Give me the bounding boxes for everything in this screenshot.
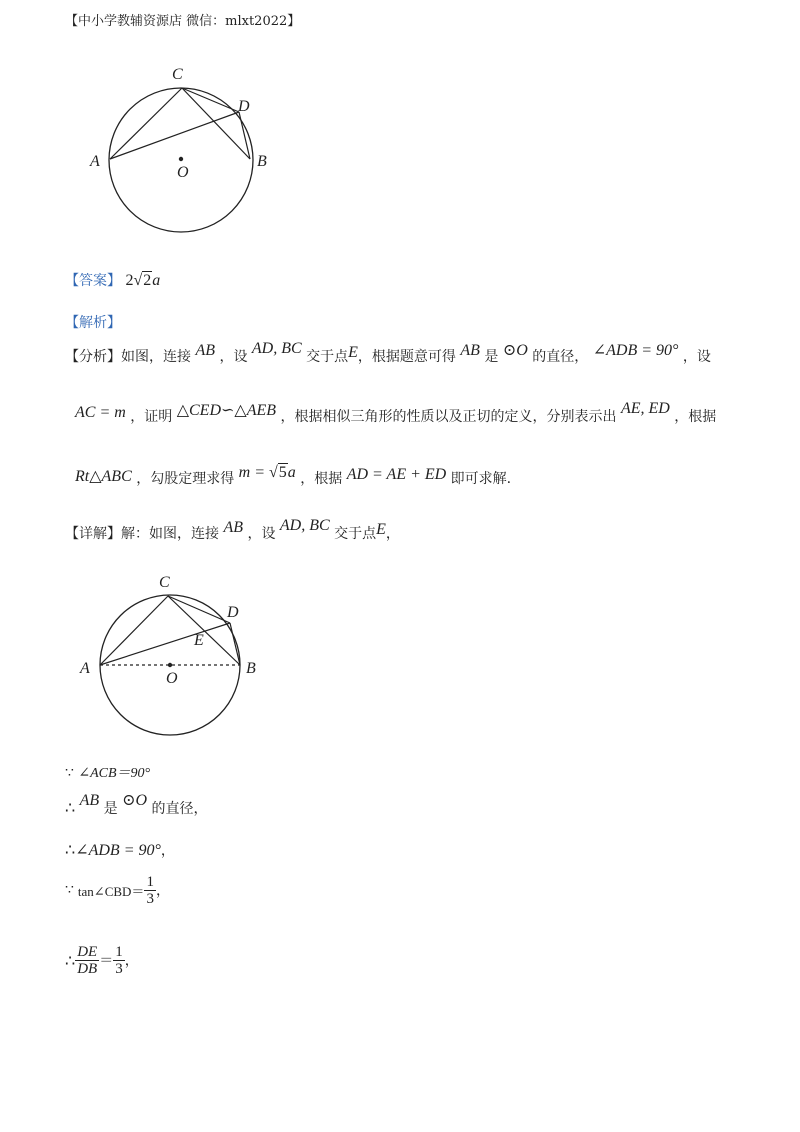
label-d: D [227, 604, 239, 621]
segment-cd [182, 88, 239, 112]
detail-line: 【详解】解：如图，连接 AB ，设 AD, BC 交于点E， [65, 517, 400, 542]
label-c: C [159, 574, 170, 591]
answer-line [65, 270, 160, 290]
answer-coef: 2 [125, 272, 134, 289]
label-a: A [90, 153, 100, 170]
label-e: E [194, 632, 204, 649]
step-1: ∵ ∠ACB＝90° [65, 765, 151, 781]
page-header: 【中小学教辅资源店 微信：mlxt2022】 [65, 14, 301, 29]
geometry-figure-1 [80, 60, 280, 250]
chord-ab-line [110, 88, 182, 159]
answer-tag: 【答案】 [65, 273, 121, 289]
center-point-2 [168, 663, 172, 667]
step-2: ∴ AB 是 ⊙O 的直径， [65, 792, 208, 817]
label-o: O [177, 164, 189, 181]
label-c: C [172, 66, 183, 83]
fraction-one-third: $\frac{1}{3}$ [146, 873, 154, 907]
label-d: D [238, 98, 250, 115]
step-4: ∵ tan∠CBD＝ $\frac{1}{3}$ ， [65, 873, 170, 907]
label-a: A [80, 660, 90, 677]
analysis-tag: 【解析】 [65, 315, 121, 331]
segment-ad [110, 112, 239, 159]
geometry-figure-2 [70, 565, 280, 745]
analysis-line-3: Rt△ABC ，勾股定理求得 m = √5a ，根据 AD = AE + ED 即可求解. [75, 464, 512, 487]
label-o: O [166, 670, 178, 687]
fraction-de-db: $\frac{DE}{DB}$ [77, 943, 98, 977]
segment-ad [100, 623, 230, 665]
segment-cd [168, 596, 230, 623]
label-b: B [246, 660, 256, 677]
step-5: ∴ $\frac{DE}{DB}$ ＝ $\frac{1}{3}$ ， [65, 943, 139, 977]
segment-db [230, 623, 240, 665]
answer-sqrt: √2 [133, 272, 152, 289]
step-3: ∴∠ADB = 90°， [65, 840, 175, 859]
center-point [179, 157, 183, 161]
analysis-line-2: AC = m ，证明 △CED∽△AEB ，根据相似三角形的性质以及正切的定义，分别表示出 AE, ED ，根据 [75, 400, 717, 425]
segment-ac [100, 596, 168, 665]
fraction-one-third-2: $\frac{1}{3}$ [115, 943, 123, 977]
answer-var: a [152, 272, 161, 289]
analysis-line-1: 【分析】如图，连接 AB ，设 AD, BC 交于点E，根据题意可得 AB 是 ⊙O 的直径， ∠ADB = 90° ，设 [65, 340, 711, 365]
label-b: B [257, 153, 267, 170]
